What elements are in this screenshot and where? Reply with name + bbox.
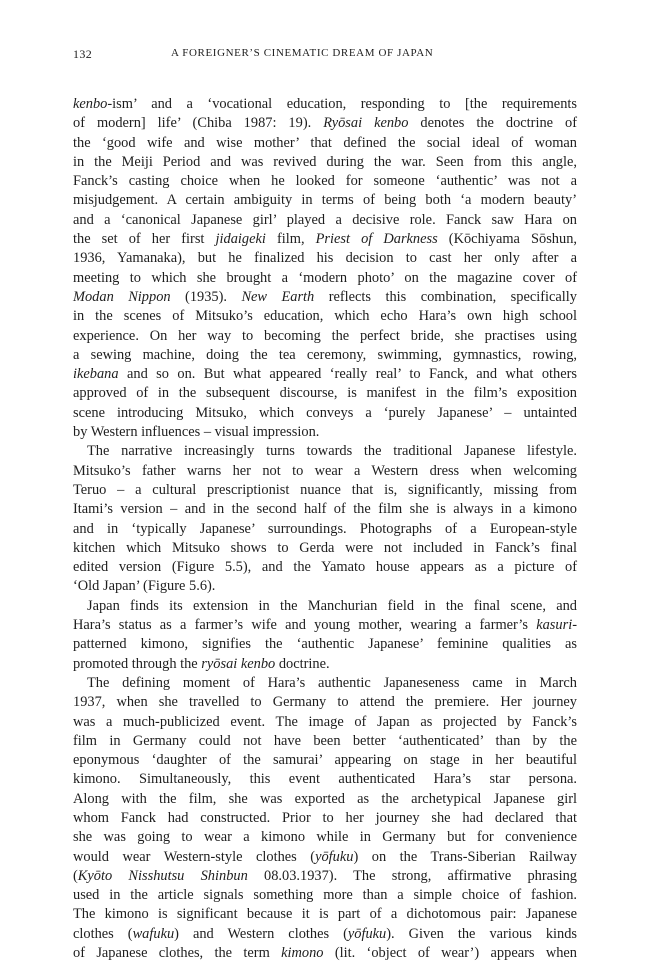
text-line: edited version (Figure 5.5), and the Yamato house appears as a picture of [73,559,577,576]
body-text [73,95,577,963]
text-line: misjudgement. A certain ambiguity in terms of being both ‘a modern beauty’ [73,192,577,209]
text-line: The kimono is significant because it is part of a dichotomous pair: Japanese [73,906,577,923]
text-line: meeting to which she brought a ‘modern photo’ on the magazine cover of [73,269,577,286]
text-line: Japan finds its extension in the Manchurian field in the final scene, and [87,597,577,614]
page-number: 132 [73,47,93,61]
text-line: ikebana and so on. But what appeared ‘really real’ to Fanck, and what others [73,366,577,383]
text-line: of modern] life’ (Chiba 1987: 19). Ryōsai kenbo denotes the doctrine of [73,115,577,132]
text-line: kimono. Simultaneously, this event authenticated Hara’s star persona. [73,771,577,788]
text-line: kenbo-ism’ and a ‘vocational education, responding to [the requirements [73,96,577,112]
text-line: scene introducing Mitsuko, which conveys a ‘purely Japanese’ – untainted [73,404,577,421]
text-line: in the scenes of Mitsuko’s education, which echo Hara’s own high school [73,308,577,325]
running-head [73,47,577,65]
text-line: kitchen which Mitsuko shows to Gerda were not included in Fanck’s final [73,539,577,556]
text-line: a sewing machine, doing the tea ceremony, swimming, gymnastics, rowing, [73,346,577,363]
text-line: of Japanese clothes, the term kimono (lit. ‘object of wear’) appears when [73,945,577,962]
text-line: by Western influences – visual impression. [73,424,320,441]
text-line: 1936, Yamanaka), but he finalized his decision to cast her only after a [73,250,577,267]
text-line: patterned kimono, signifies the ‘authentic Japanese’ feminine qualities as [73,636,577,653]
text-line: Fanck’s casting choice when he looked for someone ‘authentic’ was not a [73,173,577,190]
text-line: would wear Western-style clothes (yōfuku) on the Trans-Siberian Railway [73,848,577,865]
text-line: (Kyōto Nisshutsu Shinbun 08.03.1937). The strong, affirmative phrasing [73,867,577,884]
text-line: whom Fanck had constructed. Prior to her journey she had declared that [73,809,577,826]
text-line: Teruo – a cultural prescriptionist nuance that is, significantly, missing from [73,481,577,498]
text-line: Itami’s version – and in the second half of the film she is always in a kimono [73,501,577,518]
text-line: approved of in the subsequent discourse, is manifest in the film’s exposition [73,385,577,402]
text-line: Modan Nippon (1935). New Earth reflects this combination, specifically [73,288,577,305]
text-line: was a much-publicized event. The image of Japan as projected by Fanck’s [73,713,577,730]
text-line: promoted through the ryōsai kenbo doctrine. [73,655,330,672]
text-line: and a ‘canonical Japanese girl’ played a decisive role. Fanck saw Hara on [73,211,577,228]
text-line: ‘Old Japan’ (Figure 5.6). [73,578,216,595]
text-line: eponymous ‘daughter of the samurai’ appearing on stage in her beautiful [73,752,577,769]
text-line: she was going to wear a kimono while in Germany but for convenience [73,829,577,846]
text-line: Mitsuko’s father warns her not to wear a Western dress when welcoming [73,462,577,479]
text-line: experience. On her way to becoming the perfect bride, she practises using [73,327,577,344]
text-line: The defining moment of Hara’s authentic Japaneseness came in March [87,674,577,691]
text-line: Hara’s status as a farmer’s wife and young mother, wearing a farmer’s kasuri- [73,617,577,634]
text-line: film in Germany could not have been better ‘authenticated’ than by the [73,732,577,749]
text-line: in the Meiji Period and was revived during the war. Seen from this angle, [73,153,577,170]
text-line: The narrative increasingly turns towards the traditional Japanese lifestyle. [87,443,577,460]
text-line: Along with the film, she was exported as the archetypical Japanese girl [73,790,577,807]
text-line: and in ‘typically Japanese’ surroundings. Photographs of a European-style [73,520,577,537]
text-line: clothes (wafuku) and Western clothes (yōfuku). Given the various kinds [73,925,578,942]
text-line: used in the article signals something more than a simple choice of fashion. [73,887,577,904]
text-line: 1937, when she travelled to Germany to attend the premiere. Her journey [73,694,577,711]
text-line: the set of her first jidaigeki film, Priest of Darkness (Kōchiyama Sōshun, [73,231,577,248]
text-line: the ‘good wife and wise mother’ that defined the social ideal of woman [73,134,577,151]
running-title: A FOREIGNER’S CINEMATIC DREAM OF JAPAN [171,47,434,59]
